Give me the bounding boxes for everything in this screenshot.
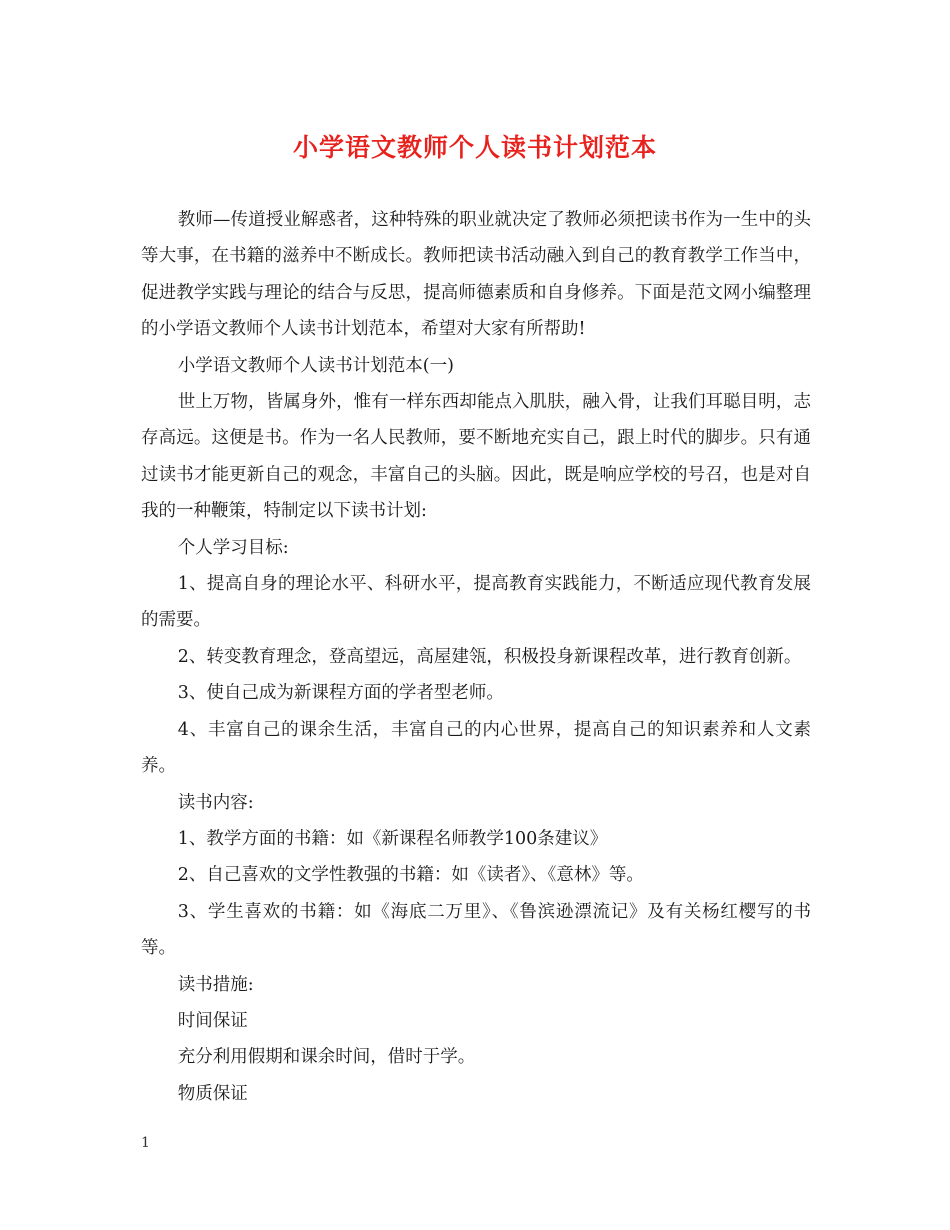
content-item-3: 3、学生喜欢的书籍：如《海底二万里》、《鲁滨逊漂流记》及有关杨红樱写的书等。	[141, 901, 811, 959]
document-body	[141, 202, 811, 1112]
measure-heading-time: 时间保证	[177, 1010, 248, 1031]
goal-item-4: 4、丰富自己的课余生活，丰富自己的内心世界，提高自己的知识素养和人文素养。	[141, 719, 811, 777]
measure-time-text: 充分利用假期和课余时间，借时于学。	[177, 1047, 476, 1068]
goal-item-1: 1、提高自身的理论水平、科研水平，提高教育实践能力，不断适应现代教育发展的需要。	[141, 574, 811, 631]
section-heading-plan-one: 小学语文教师个人读书计划范本(一)	[177, 355, 454, 376]
page-number: 1	[141, 1135, 150, 1151]
section-heading-goals: 个人学习目标:	[177, 537, 289, 558]
goal-item-3: 3、使自己成为新课程方面的学者型老师。	[177, 683, 504, 704]
section-heading-content: 读书内容:	[177, 792, 254, 813]
paragraph-intro: 教师—传道授业解惑者，这种特殊的职业就决定了教师必须把读书作为一生中的头等大事，在书籍的滋养中不断成长。教师把读书活动融入到自己的教育教学工作当中，促进教学实践与理论的结合与反思，提高师德素质和自身修养。下面是范文网小编整理的小学语文教师个人读书计划范本，希望对大家有所帮助!	[141, 210, 811, 340]
measure-heading-material: 物质保证	[177, 1083, 248, 1104]
goal-item-2: 2、转变教育理念，登高望远，高屋建瓴，积极投身新课程改革，进行教育创新。	[177, 646, 802, 667]
content-item-2: 2、自己喜欢的文学性教强的书籍：如《读者》、《意林》等。	[177, 865, 644, 886]
section-heading-measures: 读书措施:	[177, 974, 254, 995]
content-item-1: 1、教学方面的书籍：如《新课程名师教学100条建议》	[177, 828, 608, 849]
document-title: 小学语文教师个人读书计划范本	[292, 133, 657, 162]
paragraph-preface: 世上万物，皆属身外，惟有一样东西却能点入肌肤，融入骨，让我们耳聪目明，志存高远。这便是书。作为一名人民教师，要不断地充实自己，跟上时代的脚步。只有通过读书才能更新自己的观念，丰富自己的头脑。因此，既是响应学校的号召，也是对自我的一种鞭策，特制定以下读书计划:	[141, 392, 811, 522]
